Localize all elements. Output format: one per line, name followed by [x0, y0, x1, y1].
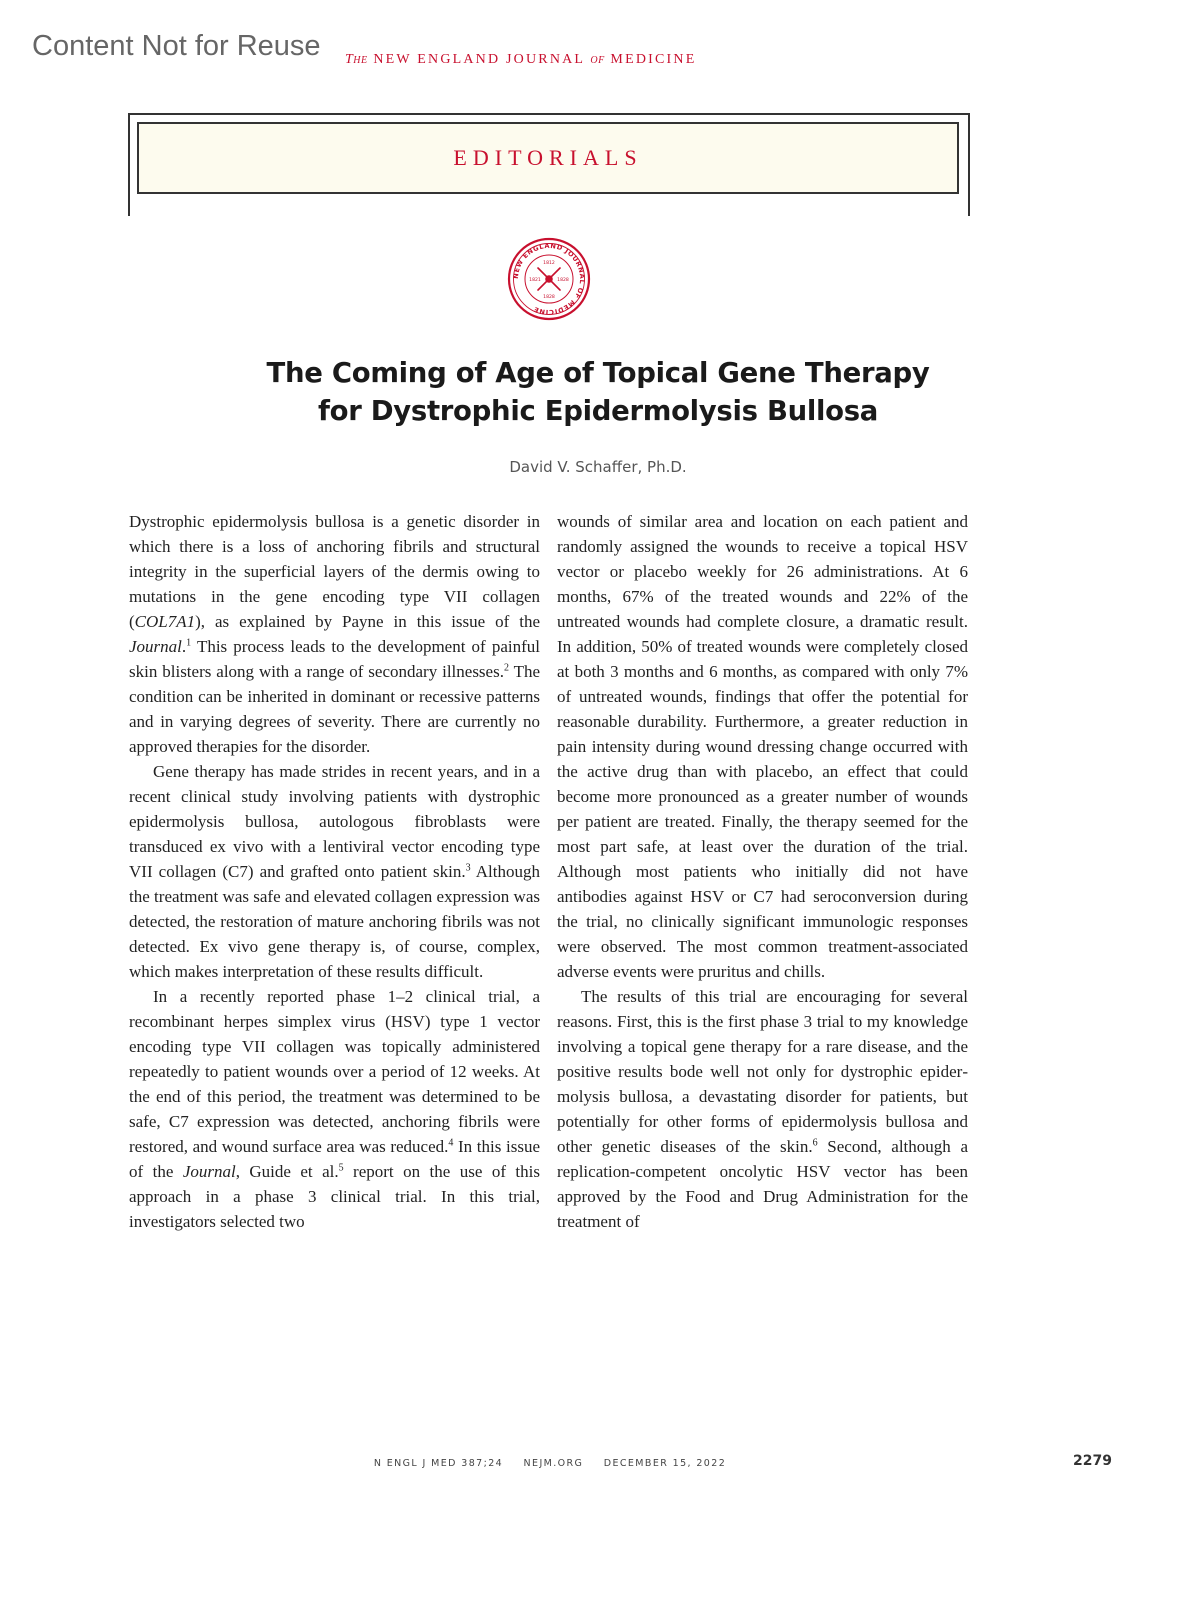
article-title [150, 354, 1046, 430]
section-banner [137, 122, 959, 194]
footer-citation: N ENGL J MED 387;24 [373, 1458, 504, 1469]
journal-seal-icon [507, 237, 591, 321]
footer-date: DECEMBER 15, 2022 [603, 1458, 727, 1469]
reference-marker: 5 [338, 1162, 344, 1174]
article-author: David V. Schaffer, Ph.D. [509, 458, 687, 476]
frame-tick-left [128, 210, 130, 216]
journal-name: NEW ENGLAND JOURNAL [373, 52, 585, 67]
reference-marker: 3 [465, 862, 471, 874]
frame-tick-right [968, 210, 970, 216]
paragraph-1: Dystrophic epidermolysis bullosa is a genetic disorder in which there is a loss of anchoring fibrils and structural integrity in the superficial layers of the dermis owing to mutations in the gene encoding type VII collagen (COL7A1), as explained by Payne in this issue of the Journal.$^1$ This process leads to the development of painful skin blisters along with a range of secondary illnesses.$^2$ The condition can be inherited in dominant or recessive patterns and in varying degrees of severity. There are currently no approved therapies for the disorder. [129, 512, 541, 756]
footer-site: NEJM.ORG [523, 1458, 584, 1469]
article-title-line-1: The Coming of Age of Topical Gene Therapy [266, 357, 930, 389]
watermark-text: Content Not for Reuse [32, 30, 321, 62]
reference-marker: 1 [186, 637, 192, 649]
section-label: EDITORIALS [453, 145, 643, 170]
body-column-right [557, 509, 968, 1234]
paragraph-3-continued: wounds of similar area and location on each patient and randomly assigned the wounds to receive a topical HSV vector or placebo weekly for 26 administrations. At 6 months, 67% of the treated wounds and 22% of the untreated wounds had complete closure, a dramatic result. In addition, 50% of treated wounds were completely closed at both 3 months and 6 months, as compared with only 7% of untreated wounds, findings that offer the potential for reasonable durability. Furthermore, a greater reduction in pain intensity during wound dressing change occurred with the active drug than with placebo, an effect that could become more pronounced as a greater number of wounds per patient are treated. Finally, the therapy seemed for the most part safe, at least over the duration of the trial. Although most patients who initially did not have antibodies against HSV or C7 had seroconversion during the trial, no clinically significant immunologic responses were observed. The most common treatment-associated adverse events were pruritus and chills. [557, 512, 968, 981]
paragraph-2: Gene therapy has made strides in recent years, and in a recent clinical study involving patients with dystrophic epidermolysis bullosa, autologous fibroblasts were transduced ex vivo with a lentiviral vector encoding type VII collagen (C7) and grafted onto patient skin.$^3$ Although the treatment was safe and elevated collagen expression was detected, the restoration of mature anchoring fibrils was not detected. Ex vivo gene therapy is, of course, complex, which makes interpretation of these results difficult. [129, 762, 540, 981]
journal-prefix: The [345, 52, 368, 67]
seal-year-bottom: 1828 [543, 295, 555, 300]
body-column-left [129, 509, 540, 1234]
journal-medicine: MEDICINE [610, 52, 697, 67]
seal-year-right: 1828 [557, 278, 569, 283]
article-title-line-2: for Dystrophic Epidermolysis Bullosa [317, 395, 879, 427]
page-number: 2279 [1073, 1453, 1112, 1469]
seal-year-left: 1821 [529, 278, 541, 283]
seal-ring-text: NEW ENGLAND JOURNAL OF MEDICINE [511, 241, 587, 317]
page-footer [320, 1458, 780, 1469]
journal-of: of [590, 52, 605, 67]
journal-header [345, 52, 696, 68]
reference-marker: 4 [448, 1137, 454, 1149]
paragraph-4: The results of this trial are encouraging for several reasons. First, this is the first phase 3 trial to my knowledge involving a topical gene therapy for a rare disease, and the positive results bode well not only for dystrophic epidermolysis bullosa, a devastating disorder for patients, but potentially for other forms of epidermolysis bullosa and other genetic diseases of the skin.$^6$ Second, although a replication-competent oncolytic HSV vector has been approved by the Food and Drug Administration for the treatment of [557, 987, 968, 1231]
reference-marker: 6 [812, 1137, 818, 1149]
reference-marker: 2 [503, 662, 509, 674]
seal-year-top: 1812 [543, 261, 555, 266]
paragraph-3-start: In a recently reported phase 1–2 clinical trial, a recombinant herpes simplex virus (HSV) type 1 vector encoding type VII collagen was topically administered repeatedly to patient wounds over a period of 12 weeks. At the end of this period, the treatment was determined to be safe, C7 expression was detected, anchoring fibrils were restored, and wound surface area was reduced.$^4$ In this issue of the Journal, Guide et al.$^5$ report on the use of this approach in a phase 3 clinical trial. In this trial, investigators selected two [129, 987, 540, 1231]
